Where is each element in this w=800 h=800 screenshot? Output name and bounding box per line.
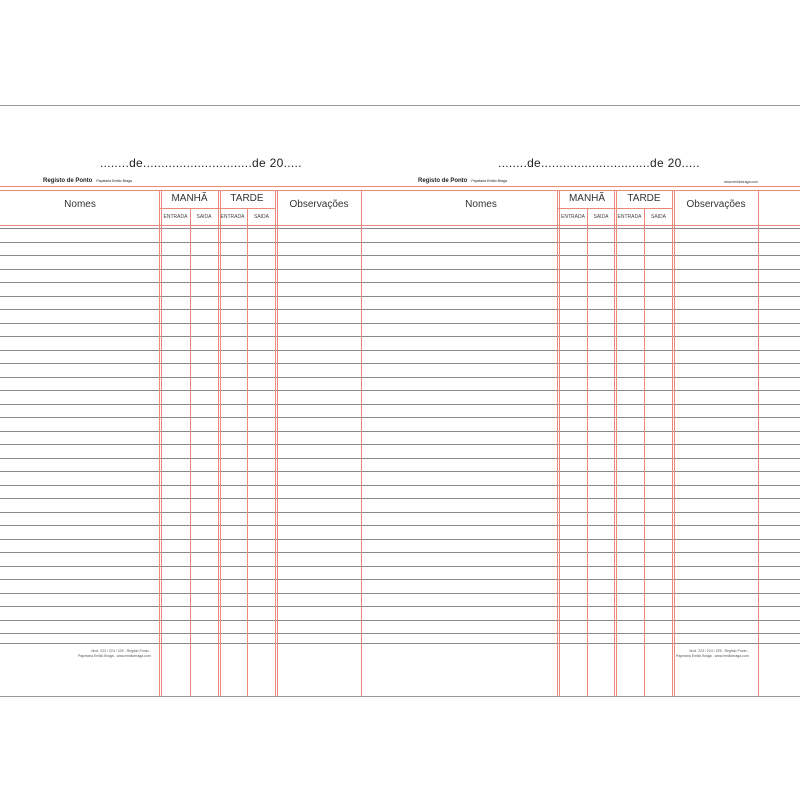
- column-rule: [277, 190, 278, 696]
- footer-rule: [398, 643, 800, 644]
- column-rule: [614, 190, 615, 696]
- footer-line-1: Mod. 223 / 224 / 225 - Registo Ponto -: [689, 649, 749, 653]
- row-rule: [398, 566, 800, 567]
- header-exit-1: SAIDA: [196, 214, 212, 220]
- header-entry-2: ENTRADA: [617, 214, 642, 220]
- row-rule: [0, 498, 398, 499]
- row-rule: [398, 255, 800, 256]
- row-rule: [398, 620, 800, 621]
- date-line: ........de..............................de 20.....: [100, 156, 302, 170]
- row-rule: [0, 512, 398, 513]
- row-rule: [398, 309, 800, 310]
- row-rule: [398, 593, 800, 594]
- row-rule: [398, 606, 800, 607]
- row-rule: [0, 633, 398, 634]
- header-rule: [0, 186, 398, 187]
- row-rule: [398, 485, 800, 486]
- row-rule: [0, 390, 398, 391]
- footer-rule: [0, 643, 398, 644]
- column-rule: [190, 208, 191, 696]
- header-exit-2: SAIDA: [650, 214, 666, 220]
- left-page: [0, 106, 398, 696]
- footer-note: [676, 649, 749, 659]
- row-rule: [0, 606, 398, 607]
- row-rule: [0, 458, 398, 459]
- header-afternoon: TARDE: [230, 193, 264, 204]
- header-rule: [0, 190, 398, 191]
- row-rule: [0, 471, 398, 472]
- form-title-text: Registo de Ponto: [43, 178, 93, 184]
- column-rule: [557, 190, 558, 696]
- form-title-text: Registo de Ponto: [418, 178, 468, 184]
- column-rule: [161, 190, 162, 696]
- row-rule: [398, 242, 800, 243]
- row-rule: [0, 431, 398, 432]
- row-rule: [0, 566, 398, 567]
- row-rule: [398, 323, 800, 324]
- header-entry-1: ENTRADA: [163, 214, 188, 220]
- row-rule: [0, 323, 398, 324]
- column-rule: [220, 190, 221, 696]
- row-rule: [0, 539, 398, 540]
- header-rule: [398, 190, 800, 191]
- row-rule: [0, 444, 398, 445]
- column-rule: [159, 190, 160, 696]
- row-rule: [398, 539, 800, 540]
- row-rule: [0, 404, 398, 405]
- form-title-sub: Papelaria Emilio Braga: [96, 179, 132, 183]
- row-rule: [0, 525, 398, 526]
- column-rule: [758, 190, 759, 696]
- row-rule: [398, 512, 800, 513]
- row-rule: [0, 593, 398, 594]
- row-rule: [0, 620, 398, 621]
- footer-line-2: Papelaria Emilio Braga - www.emiliobraga.com: [676, 654, 749, 658]
- header-rule: [398, 186, 800, 187]
- row-rule: [0, 579, 398, 580]
- row-rule: [398, 269, 800, 270]
- row-rule: [398, 525, 800, 526]
- header-morning: MANHÃ: [568, 193, 606, 204]
- header-exit-2: SAIDA: [253, 214, 269, 220]
- row-rule: [398, 363, 800, 364]
- column-rule: [218, 190, 219, 696]
- column-rule: [559, 190, 560, 696]
- row-rule: [398, 377, 800, 378]
- row-rule: [398, 404, 800, 405]
- footer-note: [78, 649, 151, 659]
- subheader-rule: [159, 208, 275, 209]
- row-rule: [0, 269, 398, 270]
- header-names: Nomes: [64, 199, 96, 210]
- column-rule: [674, 190, 675, 696]
- header-bottom-rule: [0, 225, 398, 226]
- row-rule: [0, 350, 398, 351]
- header-exit-1: SAIDA: [593, 214, 609, 220]
- header-names: Nomes: [465, 199, 497, 210]
- row-rule: [398, 282, 800, 283]
- column-rule: [672, 190, 673, 696]
- row-rule: [0, 242, 398, 243]
- footer-line-1: Mod. 223 / 224 / 225 - Registo Ponto -: [91, 649, 151, 653]
- row-rule: [398, 417, 800, 418]
- header-afternoon: TARDE: [627, 193, 661, 204]
- website-url: www.emiliobraga.com: [723, 180, 758, 184]
- header-entry-1: ENTRADA: [561, 214, 585, 220]
- row-rule: [398, 336, 800, 337]
- row-rule: [0, 309, 398, 310]
- column-rule: [616, 190, 617, 696]
- column-rule: [587, 208, 588, 696]
- row-rule: [398, 350, 800, 351]
- row-rule: [398, 552, 800, 553]
- header-notes: Observações: [686, 199, 746, 210]
- header-morning: MANHÃ: [171, 193, 208, 204]
- column-rule: [361, 190, 362, 696]
- row-rule: [398, 498, 800, 499]
- header-entry-2: ENTRADA: [220, 214, 245, 220]
- row-rule: [0, 363, 398, 364]
- row-rule: [0, 377, 398, 378]
- row-rule: [0, 296, 398, 297]
- row-rule: [0, 228, 398, 229]
- row-rule: [0, 255, 398, 256]
- row-rule: [398, 471, 800, 472]
- row-rule: [398, 228, 800, 229]
- row-rule: [0, 336, 398, 337]
- form-title-sub: Papelaria Emilio Braga: [471, 179, 507, 183]
- form-title: [418, 178, 507, 184]
- row-rule: [398, 431, 800, 432]
- header-notes: Observações: [289, 199, 349, 210]
- row-rule: [398, 458, 800, 459]
- right-page: [398, 106, 800, 696]
- row-rule: [0, 282, 398, 283]
- row-rule: [0, 485, 398, 486]
- footer-line-2: Papelaria Emilio Braga - www.emiliobraga.com: [78, 654, 151, 658]
- row-rule: [0, 552, 398, 553]
- date-line: ........de..............................de 20.....: [498, 156, 700, 170]
- attendance-sheet: [0, 105, 800, 697]
- row-rule: [398, 390, 800, 391]
- row-rule: [398, 444, 800, 445]
- column-rule: [644, 208, 645, 696]
- column-rule: [275, 190, 276, 696]
- form-title: [43, 178, 132, 184]
- row-rule: [398, 296, 800, 297]
- row-rule: [398, 633, 800, 634]
- row-rule: [398, 579, 800, 580]
- row-rule: [0, 417, 398, 418]
- column-rule: [247, 208, 248, 696]
- header-bottom-rule: [398, 225, 800, 226]
